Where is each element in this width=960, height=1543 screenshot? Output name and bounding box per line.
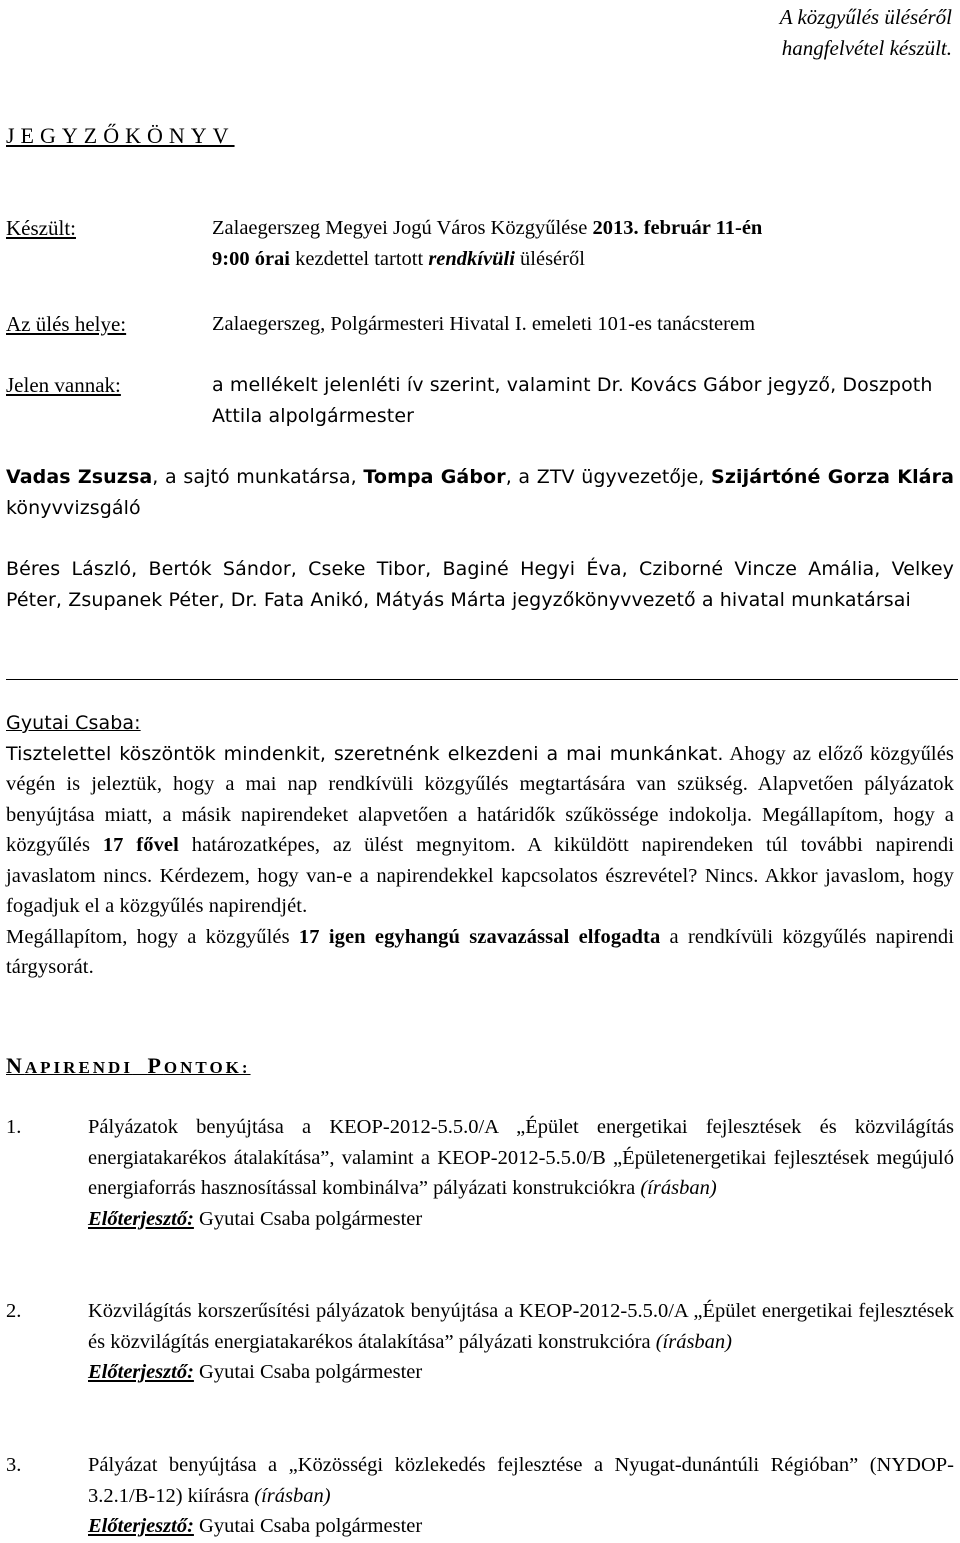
agenda-heading: NAPIRENDI PONTOK: [6,1053,251,1078]
agenda-item-text: Közvilágítás korszerűsítési pályázatok benyújtása a KEOP-2012-5.5.0/A „Épület energetikai fejlesztések és közvilágítás energiatakarékos átalakítása” pályázati konstrukcióra (írásban) [88,1300,954,1353]
staff-paragraph: Béres László, Bertók Sándor, Cseke Tibor, Baginé Hegyi Éva, Cziborné Vincze Amália, Velkey Péter, Zsupanek Péter, Dr. Fata Anikó, Mátyás Márta jegyzőkönyvvezető a hivatal munkatársai [6,558,954,611]
agenda-item-3 [6,1450,954,1542]
speech-vote: Megállapítom, hogy a közgyűlés 17 igen egyhangú szavazással elfogadta a rendkívüli közgyűlés napirendi tárgysorát. [6,925,954,978]
header-helye [6,309,954,340]
speaker-name: Gyutai Csaba: [6,712,141,734]
recording-note-line1: A közgyűlés üléséről [779,5,952,29]
agenda-item-presenter: Előterjesztő: Gyutai Csaba polgármester [88,1361,423,1383]
speech-block [6,708,954,983]
agenda-item-1 [6,1112,954,1234]
header-keszult [6,213,954,274]
agenda-item-2 [6,1296,954,1388]
guests-paragraph: Vadas Zsuzsa, a sajtó munkatársa, Tompa Gábor, a ZTV ügyvezetője, Szijártóné Gorza Klára könyvvizsgáló [6,466,954,519]
speech-text: Tisztelettel köszöntök mindenkit, szeretnénk elkezdeni a mai munkánkat. Ahogy az előző közgyűlés végén is jeleztük, hogy a mai nap rendkívüli közgyűlés megtartására van szükség. Alapvetően pályázatok benyújtása miatt, a másik napirendeket alapvetően a határidők szűkössége indokolja. Megállapítom, hogy a közgyűlés 17 fővel határozatképes, az ülést megnyitom. A kiküldött napirendeken túl további napirendi javaslatom nincs. Kérdezem, hogy van-e a napirendekkel kapcsolatos észrevétel? Nincs. Akkor javaslom, hogy fogadjuk el a közgyűlés napirendjét. [6,742,955,917]
helye-label: Az ülés helye: [6,312,127,336]
document-title: JEGYZŐKÖNYV [6,123,235,148]
recording-note [780,2,952,64]
agenda-item-presenter: Előterjesztő: Gyutai Csaba polgármester [88,1515,423,1537]
jelen-label: Jelen vannak: [6,373,121,397]
agenda-item-presenter: Előterjesztő: Gyutai Csaba polgármester [88,1207,423,1230]
keszult-value: Zalaegerszeg Megyei Jogú Város Közgyűlése 2013. február 11-én 9:00 órai kezdettel tartott rendkívüli üléséről [212,217,763,270]
agenda-item-number: 1. [6,1116,22,1138]
helye-value: Zalaegerszeg, Polgármesteri Hivatal I. emeleti 101-es tanácsterem [212,313,756,335]
agenda-item-text: Pályázatok benyújtása a KEOP-2012-5.5.0/A „Épület energetikai fejlesztések és közvilágítás energiatakarékos átalakítása”, valamint a KEOP-2012-5.5.0/B „Épületenergetikai fejlesztések megújuló energiaforrás hasznosítással kombinálva” pályázati konstrukciókra (írásban) [88,1116,954,1199]
horizontal-divider [6,679,958,680]
agenda-item-text: Pályázat benyújtása a „Közösségi közlekedés fejlesztése a Nyugat-dunántúli Régióban” (NYDOP-3.2.1/B-12) kiírásra (írásban) [88,1454,954,1507]
header-jelen [6,370,954,431]
jelen-value: a mellékelt jelenléti ív szerint, valamint Dr. Kovács Gábor jegyző, Doszpoth Attila alpolgármester [212,374,933,427]
keszult-label: Készült: [6,216,76,240]
recording-note-line2: hangfelvétel készült. [781,36,952,60]
agenda-item-number: 3. [6,1454,22,1476]
agenda-item-number: 2. [6,1300,22,1322]
